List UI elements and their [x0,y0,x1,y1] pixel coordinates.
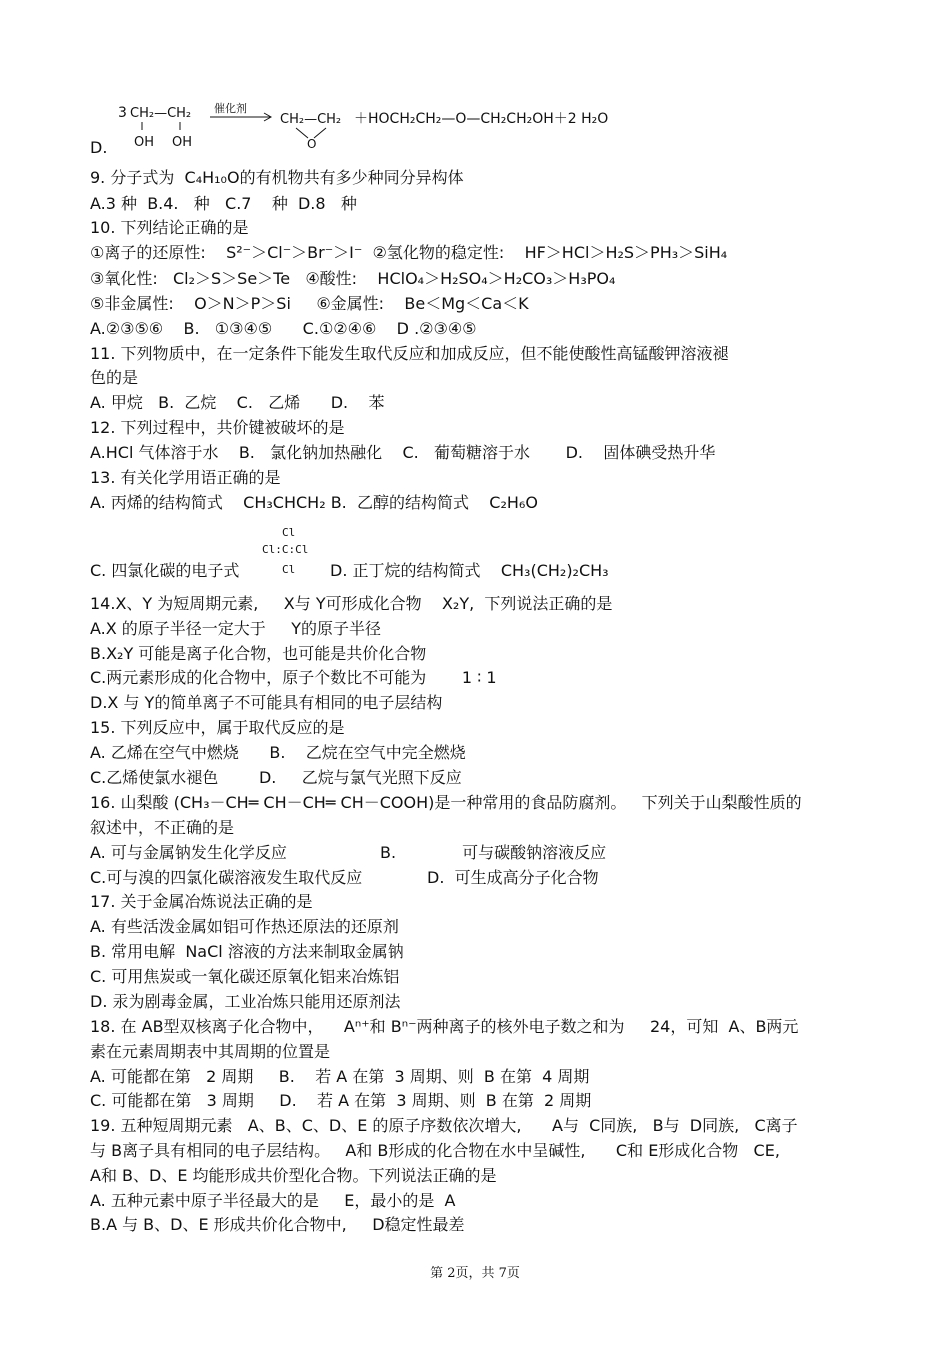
question-13-option-d: D. 正丁烷的结构简式 CH₃(CH₂)₂CH₃ [330,561,609,580]
reaction-products: ＋HOCH₂CH₂—O—CH₂CH₂OH＋2 H₂O [354,111,609,127]
question-11-options: A. 甲烷 B. 乙烷 C. 乙烯 D. 苯 [90,393,385,412]
question-14-option-b: B.X₂Y 可能是离子化合物，也可能是共价化合物 [90,644,427,663]
question-14-option-c: C.两元素形成的化合物中，原子个数比不可能为 1 ∶ 1 [90,668,497,687]
lewis-bottom-cl: Cl [282,563,296,576]
question-10-item-2: ③氧化性: Cl₂＞S＞Se＞Te ④酸性: HClO₄＞H₂SO₄＞H₂CO₃＞H₃PO₄ [90,269,616,288]
question-10: 10. 下列结论正确的是 [90,218,249,237]
question-14: 14.X、Y 为短周期元素, X与 Y可形成化合物 X₂Y, 下列说法正确的是 [90,594,613,613]
question-15-options-ab: A. 乙烯在空气中燃烧 B. 乙烷在空气中完全燃烧 [90,743,466,762]
reaction-equation [118,98,638,154]
reactant-chain: CH₂—CH₂ [130,106,192,121]
question-12-options: A.HCl 气体溶于水 B. 氯化钠加热融化 C. 葡萄糖溶于水 D. 固体碘受热升华 [90,443,716,462]
question-19-option-b: B.A 与 B、D、E 形成共价化合物中, D稳定性最差 [90,1215,465,1234]
catalyst-label: 催化剂 [214,102,247,115]
page-footer: 第 2页，共 7页 [430,1266,520,1281]
reaction-option-label: D. [90,138,108,157]
question-13: 13. 有关化学用语正确的是 [90,468,281,487]
question-13-options-ab: A. 丙烯的结构简式 CH₃CHCH₂ B. 乙醇的结构简式 C₂H₆O [90,493,538,512]
question-15-options-cd: C.乙烯使氯水褪色 D. 乙烷与氯气光照下反应 [90,768,462,787]
ccl4-lewis-structure [262,523,322,577]
question-10-item-3: ⑤非金属性: O＞N＞P＞Si ⑥金属性: Be＜Mg＜Ca＜K [90,294,529,313]
question-17: 17. 关于金属冶炼说法正确的是 [90,892,313,911]
question-17-option-c: C. 可用焦炭或一氧化碳还原氧化铝来冶炼铝 [90,967,400,986]
question-9-options: A.3 种 B.4. 种 C.7 种 D.8 种 [90,194,357,213]
question-10-item-1: ①离子的还原性: S²⁻＞Cl⁻＞Br⁻＞I⁻ ②氢化物的稳定性: HF＞HCl＞H₂S＞PH₃＞SiH₄ [90,243,728,262]
question-12: 12. 下列过程中，共价键被破坏的是 [90,418,345,437]
question-16-option-b: B. 可与碳酸钠溶液反应 [380,843,607,862]
hydroxyl-1: OH [134,135,155,150]
question-9: 9. 分子式为 C₄H₁₀O的有机物共有多少种同分异构体 [90,168,464,187]
question-17-option-a: A. 有些活泼金属如铝可作热还原法的还原剂 [90,917,399,936]
question-16-option-a: A. 可与金属钠发生化学反应 [90,843,287,862]
question-15: 15. 下列反应中，属于取代反应的是 [90,718,345,737]
question-14-option-a: A.X 的原子半径一定大于 Y的原子半径 [90,619,382,638]
hydroxyl-2: OH [172,135,193,150]
lewis-top-cl: Cl [282,526,296,539]
question-11-line-2: 色的是 [90,368,139,387]
question-16-option-d: D. 可生成高分子化合物 [427,868,599,887]
question-13-option-c: C. 四氯化碳的电子式 [90,561,240,580]
question-17-option-b: B. 常用电解 NaCl 溶液的方法来制取金属钠 [90,942,404,961]
epoxide-oxygen: O [307,137,317,151]
question-16-line-1: 16. 山梨酸 (CH₃－CH═ CH－CH═ CH－COOH)是一种常用的食品防腐剂。 下列关于山梨酸性质的 [90,793,802,812]
lewis-middle-row: Cl:C:Cl [262,543,309,556]
question-18-line-2: 素在元素周期表中其周期的位置是 [90,1042,331,1061]
question-18-line-1: 18. 在 AB型双核离子化合物中， Aⁿ⁺和 Bⁿ⁻两种离子的核外电子数之和为 24，可知 A、B两元 [90,1017,799,1036]
question-18-options-cd: C. 可能都在第 3 周期 D. 若 A 在第 3 周期、则 B 在第 2 周期 [90,1091,592,1110]
reactant-coefficient: 3 [118,105,127,121]
question-16-line-2: 叙述中，不正确的是 [90,818,235,837]
question-14-option-d: D.X 与 Y的简单离子不可能具有相同的电子层结构 [90,693,443,712]
question-19-line-1: 19. 五种短周期元素 A、B、C、D、E 的原子序数依次增大, A与 C同族, B与 D同族, C离子 [90,1116,798,1135]
question-17-option-d: D. 汞为剧毒金属，工业冶炼只能用还原剂法 [90,992,401,1011]
question-10-options: A.②③⑤⑥ B. ①③④⑤ C.①②④⑥ D .②③④⑤ [90,319,477,338]
question-18-options-ab: A. 可能都在第 2 周期 B. 若 A 在第 3 周期、则 B 在第 4 周期 [90,1067,590,1086]
question-16-option-c: C.可与溴的四氯化碳溶液发生取代反应 [90,868,363,887]
question-19-line-2: 与 B离子具有相同的电子层结构。 A和 B形成的化合物在水中呈碱性, C和 E形成化合物 CE, [90,1141,780,1160]
epoxide-chain: CH₂—CH₂ [280,112,342,127]
question-19-line-3: A和 B、D、E 均能形成共价型化合物。下列说法正确的是 [90,1166,497,1185]
question-19-option-a: A. 五种元素中原子半径最大的是 E，最小的是 A [90,1191,456,1210]
question-11-line-1: 11. 下列物质中，在一定条件下能发生取代反应和加成反应，但不能使酸性高锰酸钾溶液褪 [90,344,729,363]
